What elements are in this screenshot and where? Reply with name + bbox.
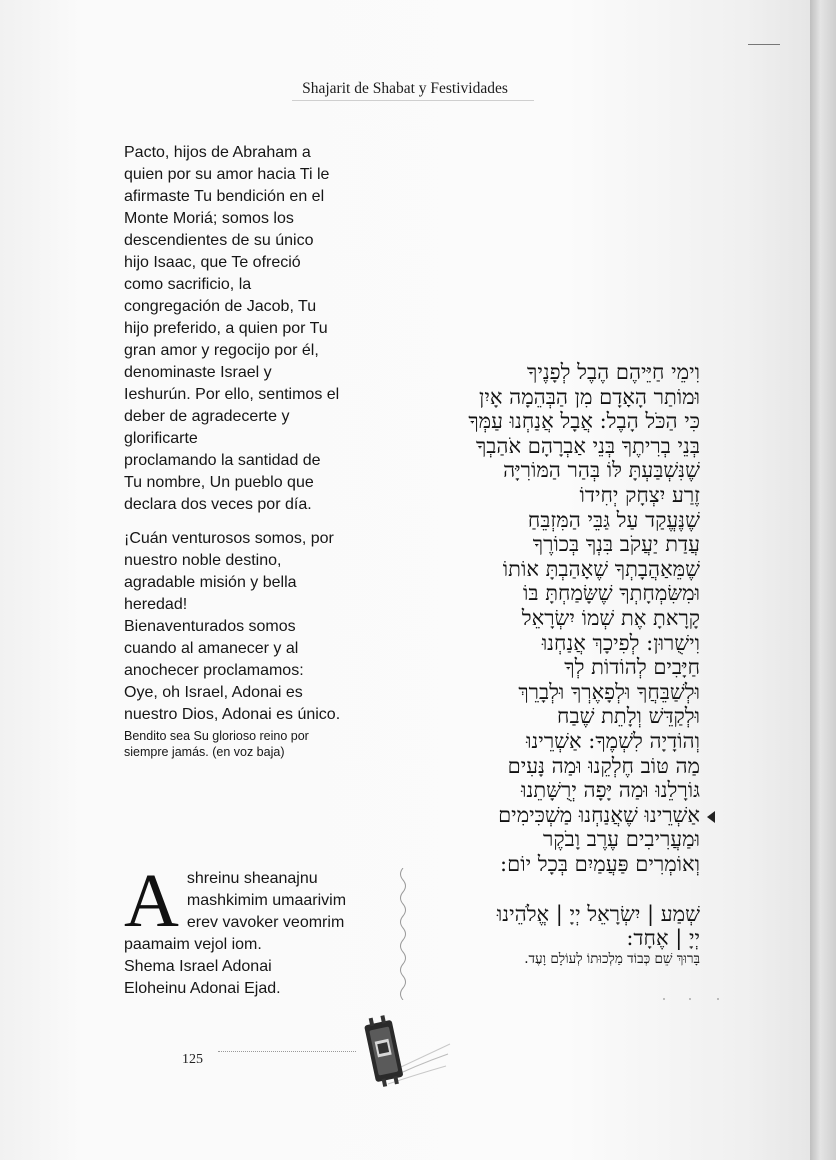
spanish-paragraph-2: ¡Cuán venturosos somos, por nuestro noble destino, agradable misión y bella heredad! Bienaventurados somos cuando al amanecer y al anochecer proclamamos: Oye, oh Israel, Adonai es nuestro Dios, Adonai es único.: [124, 530, 341, 723]
transliteration-line: paamaim vejol iom.: [124, 936, 262, 953]
bracket-ornament: [396, 868, 410, 1000]
hebrew-line: וּלְשַׁבֵּחֲךָ וּלְפָאֶרְךָ וּלְבָרֵךְ: [518, 679, 700, 704]
hebrew-baruj-line: בָּרוּךְ שֵׁם כְּבוֹד מַלְכוּתוֹ לְעוֹלָם וָעֶד.: [524, 951, 700, 967]
hebrew-shema: [440, 902, 700, 950]
hebrew-line: כִּי הַכֹּל הָבֶל: אֲבָל אֲנַחְנוּ עַמְּךָ: [468, 409, 700, 434]
page-header: Shajarit de Shabat y Festividades: [302, 80, 508, 97]
shema-line: שְׁמַע | יִשְׂרָאֵל יְיָ | אֱלֹהֵינוּ: [496, 902, 700, 926]
hebrew-line: קָרָאתָ אֶת שְׁמוֹ יִשְׂרָאֵל: [521, 605, 700, 630]
hebrew-line: אַשְׁרֵינוּ שֶׁאֲנַחְנוּ מַשְׁכִּימִים: [498, 802, 700, 827]
hebrew-line: וְאוֹמְרִים פַּעֲמַיִם בְּכָל יוֹם:: [500, 851, 700, 876]
torah-scroll-icon: [356, 1014, 452, 1090]
hebrew-line: מַה טּוֹב חֶלְקֵנוּ וּמַה נָּעִים: [507, 753, 700, 778]
hebrew-line: זֶרַע יִצְחָק יְחִידוֹ: [579, 482, 700, 507]
hebrew-line: וִימֵי חַיֵּיהֶם הֶבֶל לְפָנֶיךָ: [527, 360, 700, 384]
spanish-column: [124, 142, 384, 760]
hebrew-line: שֶׁמֵּאַהֲבָתְךָ שֶׁאָהַבְתָּ אוֹתוֹ: [502, 556, 700, 581]
header-rule: [292, 100, 534, 101]
hebrew-line: וְהוֹדָיָה לִשְׁמֶךָ: אַשְׁרֵינוּ: [526, 728, 700, 753]
hebrew-column: [440, 360, 700, 876]
hebrew-line: בְּנֵי בְרִיתֶךָ בְּנֵי אַבְרָהָם אֹהַבְךָ: [475, 433, 700, 458]
hebrew-line: גּוֹרָלֵנוּ וּמַה יָּפָה יְרֻשָּׁתֵנוּ: [521, 778, 700, 803]
hebrew-line: חַיָּבִים לְהוֹדוֹת לְךָ: [564, 655, 700, 680]
footer-rule: [218, 1051, 356, 1052]
drop-cap: A: [124, 859, 179, 943]
page-edge: [810, 0, 836, 1160]
transliteration-line: shreinu sheanajnu: [186, 870, 318, 887]
spanish-paragraph-1: Pacto, hijos de Abraham a quien por su amor hacia Ti le afirmaste Tu bendición en el Monte Moriá; somos los descendientes de su único hijo Isaac, que Te ofreció como sacrificio, la congregación de Jacob, Tu hijo preferido, a quien por Tu gran amor y regocijo por él, denominaste Israel y Ieshurún. Por ello, sentimos el deber de agradecerte y glorificarte proclamando la santidad de Tu nombre, Un pueblo que declara dos veces por día.: [124, 144, 340, 513]
transliteration-line: Eloheinu Adonai Ejad.: [124, 980, 281, 997]
page-number: 125: [182, 1052, 203, 1067]
hebrew-line: וּמַעֲרִיבִים עֶרֶב וָבֹקֶר: [543, 827, 700, 852]
hebrew-line: שֶׁנֶּעֱקַד עַל גַּבֵּי הַמִּזְבֵּחַ: [527, 507, 700, 532]
shema-line: יְיָ | אֶחָד:: [626, 926, 700, 950]
transliteration-block: [124, 859, 384, 1000]
transliteration-line: mashkimim umaarivim: [186, 892, 347, 909]
hebrew-line: שֶׁנִּשְׁבַּעְתָּ לּוֹ בְּהַר הַמּוֹרִיָּה: [503, 458, 700, 483]
transliteration-line: erev vavoker veomrim: [186, 914, 345, 931]
triangle-marker-icon: [707, 811, 715, 823]
decorative-dots: [660, 996, 740, 1002]
hebrew-line: וּלְקַדֵּשׁ וְלָתֵת שֶׁבַח: [557, 704, 700, 729]
spanish-small-note: Bendito sea Su glorioso reino por siempre jamás. (en voz baja): [124, 729, 309, 759]
hebrew-line: וּמִשִּׂמְחָתְךָ שֶׁשָּׂמַחְתָּ בּוֹ: [523, 581, 700, 606]
hebrew-line: וּמוֹתַר הָאָדָם מִן הַבְּהֵמָה אָיִן: [479, 384, 700, 409]
hebrew-line: עֲדַת יַעֲקֹב בִּנְךָ בְּכוֹרֶךָ: [532, 532, 700, 557]
transliteration-line: Shema Israel Adonai: [124, 958, 272, 975]
hebrew-line: וִישֻׁרוּן: לְפִיכָךְ אֲנַחְנוּ: [541, 630, 700, 655]
edge-mark: [748, 44, 780, 45]
